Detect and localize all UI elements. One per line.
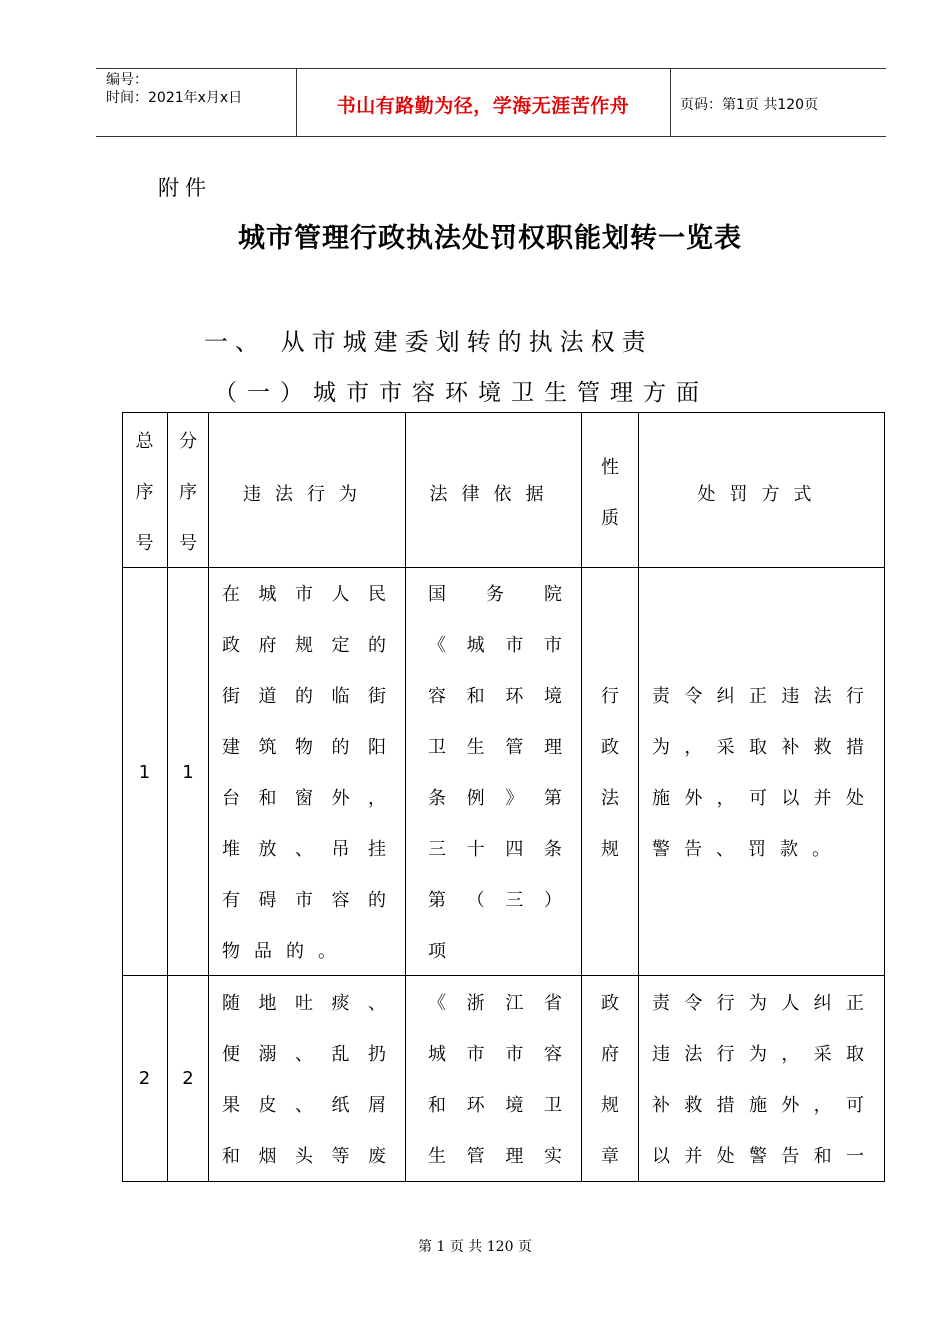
attachment-label: 附件: [158, 176, 212, 200]
text-line: 责令行为人纠正: [652, 993, 864, 1014]
row-nature: [582, 671, 638, 875]
text-line: 生管理实: [428, 1146, 562, 1167]
penalty-table: [122, 412, 885, 1182]
row-sub-no: 1: [182, 762, 194, 783]
text-line: 法: [601, 788, 619, 809]
table-col-divider: [208, 412, 209, 1182]
subsection-heading: （一）城市市容环境卫生管理方面: [214, 380, 709, 406]
row-total-no: 2: [138, 1068, 151, 1089]
header-meta: [106, 71, 242, 107]
text-line: 规: [601, 1095, 619, 1116]
text-line: 违法行为，采取: [652, 1044, 864, 1065]
text-line: 物品的。: [222, 941, 350, 962]
header-motto: 书山有路勤为径，学海无涯苦作舟: [336, 95, 630, 117]
text-line: 警告、罚款。: [652, 839, 844, 860]
text-line: 《浙江省: [428, 993, 562, 1014]
text-line: 府: [601, 1044, 619, 1065]
text-line: 规: [601, 839, 619, 860]
header-page-info: 页码：第1页 共120页: [680, 97, 819, 113]
page-footer: 第 1 页 共 120 页: [418, 1239, 532, 1255]
row-behavior: [222, 978, 386, 1182]
row-penalty: [652, 671, 864, 875]
text-line: 三十四条: [428, 839, 562, 860]
text-line: 章: [601, 1146, 619, 1167]
row-penalty: [652, 978, 864, 1182]
text-line: 行: [601, 686, 619, 707]
text-line: 街道的临街: [222, 686, 386, 707]
text-line: 卫生管理: [428, 737, 562, 758]
text-line: 政: [601, 737, 619, 758]
text-line: 和烟头等废: [222, 1146, 386, 1167]
table-col-divider: [638, 412, 639, 1182]
row-total-no: 1: [138, 762, 151, 783]
text-line: 施外，可以并处: [652, 788, 864, 809]
table-col-divider: [405, 412, 406, 1182]
document-time-label: 时间：2021年x月x日: [106, 90, 243, 106]
text-line: 台和窗外，: [222, 788, 386, 809]
header-char: 序: [179, 482, 197, 503]
header-char: 分: [179, 431, 197, 452]
text-line: 补救措施外，可: [652, 1095, 864, 1116]
text-line: 为，采取补救措: [652, 737, 864, 758]
text-line: 政府规定的: [222, 635, 386, 656]
header-char: 序: [135, 482, 154, 503]
text-line: 条例》第: [428, 788, 562, 809]
page-header: [96, 68, 886, 137]
text-line: 国务院: [428, 584, 562, 605]
header-char: 号: [179, 533, 197, 554]
text-line: 果皮、纸屑: [222, 1095, 386, 1116]
row-basis: [428, 978, 562, 1182]
text-line: 责令纠正违法行: [652, 686, 864, 707]
header-behavior: 违法行为: [243, 484, 371, 505]
table-border: [884, 412, 885, 1182]
text-line: 有碍市容的: [222, 890, 386, 911]
header-nature: [582, 442, 638, 544]
document-number-label: 编号：: [106, 72, 148, 88]
text-line: 便溺、乱扔: [222, 1044, 386, 1065]
text-line: 堆放、吊挂: [222, 839, 386, 860]
text-line: 以并处警告和一: [652, 1146, 864, 1167]
header-divider: [670, 69, 671, 136]
header-char: 性: [601, 457, 619, 478]
text-line: 建筑物的阳: [222, 737, 386, 758]
text-line: 项: [428, 941, 446, 962]
text-line: 城市市容: [428, 1044, 562, 1065]
header-char: 质: [601, 508, 619, 529]
text-line: 第（三）: [428, 890, 562, 911]
table-row-divider: [122, 567, 885, 568]
header-char: 总: [135, 431, 154, 452]
header-basis: 法律依据: [429, 484, 558, 505]
text-line: 在城市人民: [222, 584, 386, 605]
document-title: 城市管理行政执法处罚权职能划转一览表: [238, 223, 742, 254]
table-border: [122, 412, 885, 413]
header-sub-no: [168, 416, 208, 569]
row-basis: [428, 569, 562, 977]
row-nature: [582, 978, 638, 1182]
section-heading: 一、 从市城建委划转的执法权责: [204, 328, 653, 356]
row-behavior: [222, 569, 386, 977]
text-line: 《城市市: [428, 635, 562, 656]
text-line: 政: [601, 993, 619, 1014]
text-line: 和环境卫: [428, 1095, 562, 1116]
header-char: 号: [135, 533, 154, 554]
text-line: 随地吐痰、: [222, 993, 386, 1014]
header-total-no: [122, 416, 167, 569]
text-line: 容和环境: [428, 686, 562, 707]
row-sub-no: 2: [182, 1068, 194, 1089]
header-penalty: 处罚方式: [697, 484, 826, 505]
